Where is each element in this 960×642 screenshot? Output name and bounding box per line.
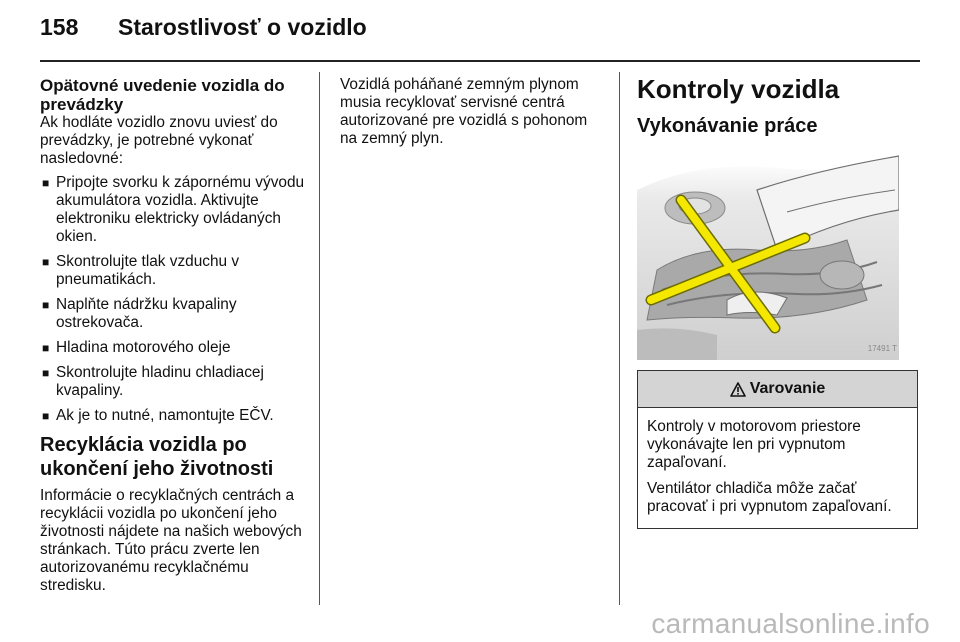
list-item: ■ Skontrolujte tlak vzduchu v pneumatikách. (42, 253, 240, 288)
column-divider-1 (319, 72, 320, 605)
page-header (40, 14, 920, 60)
bullet-square-icon: ■ (42, 255, 50, 269)
list-item: ■ Naplňte nádržku kvapaliny ostrekovača. (42, 296, 237, 331)
recommissioning-list (40, 174, 310, 425)
list-item: ■ Ak je to nutné, namontujte EČV. (42, 407, 274, 424)
header-divider (40, 60, 920, 62)
warning-body (638, 408, 917, 528)
page-number: 158 (40, 14, 79, 40)
warning-box (637, 370, 918, 529)
warning-header (638, 371, 917, 408)
bullet-square-icon: ■ (42, 176, 50, 190)
bullet-square-icon: ■ (42, 298, 50, 312)
warning-label: Varovanie (749, 380, 826, 397)
performing-work-subtitle: Vykonávanie práce (637, 115, 818, 137)
list-item: ■ Hladina motorového oleje (42, 339, 231, 356)
engine-bay-illustration (637, 150, 899, 360)
page-title: Starostlivosť o vozidlo (118, 14, 367, 40)
watermark: carmanualsonline.info (651, 608, 930, 639)
list-item: ■ Skontrolujte hladinu chladiacej kvapaliny. (42, 364, 264, 399)
warning-paragraph: Ventilátor chladiča môže začať pracovať i pri vypnutom zapaľovaní. (647, 480, 892, 515)
recycling-heading: Recyklácia vozidla po ukončení jeho životnosti (40, 434, 274, 480)
engine-bay-drawing (637, 150, 899, 360)
figure-id: 17491 T (867, 344, 897, 353)
warning-paragraph: Kontroly v motorovom priestore vykonávajte len pri vypnutom zapaľovaní. (647, 418, 861, 471)
warning-triangle-icon (730, 382, 746, 397)
bullet-square-icon: ■ (42, 366, 50, 380)
recommissioning-intro: Ak hodláte vozidlo znovu uviesť do prevádzky, je potrebné vykonať nasledovné: (40, 114, 278, 167)
bullet-square-icon: ■ (42, 409, 50, 423)
recommissioning-heading: Opätovné uvedenie vozidla do prevádzky (40, 76, 285, 114)
vehicle-checks-title: Kontroly vozidla (637, 74, 840, 104)
bullet-square-icon: ■ (42, 341, 50, 355)
column-middle (340, 76, 608, 148)
list-item: ■ Pripojte svorku k zápornému vývodu akumulátora vozidla. Aktivujte elektroniku elektricky ovládaných okien. (42, 174, 305, 245)
recycling-text: Informácie o recyklačných centrách a recyklácii vozidla po ukončení jeho životnosti nájdete na našich webových stránkach. Túto prácu zverte len autorizovanému recyklačnému stredisku. (40, 487, 302, 594)
natural-gas-recycling-text: Vozidlá poháňané zemným plynom musia recyklovať servisné centrá autorizované pre vozidlá s pohonom na zemný plyn. (340, 76, 588, 147)
column-divider-2 (619, 72, 620, 605)
column-right (637, 74, 925, 529)
column-left (40, 76, 310, 595)
